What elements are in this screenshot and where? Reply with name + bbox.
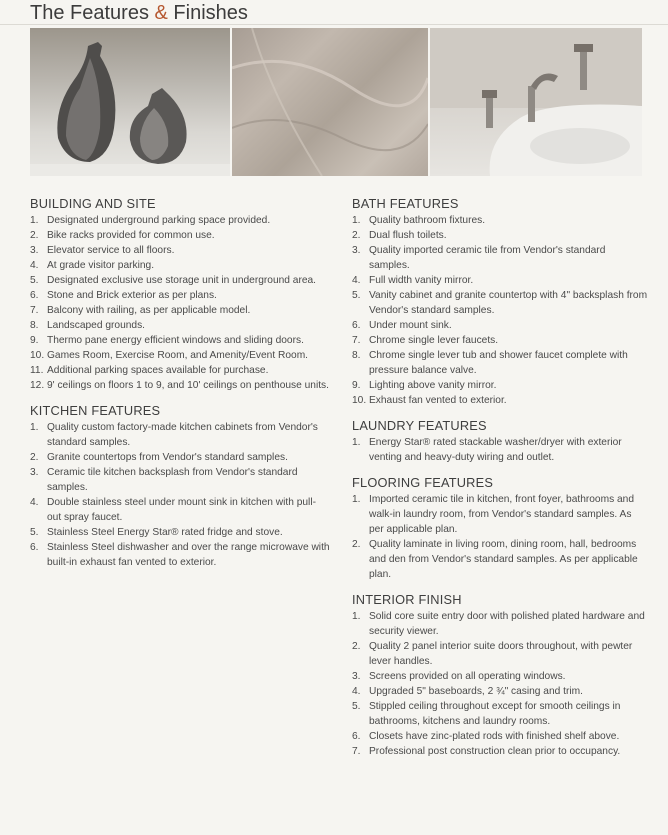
flooring-list [352, 492, 648, 582]
laundry-list [352, 435, 648, 465]
list-item: 2. Granite countertops from Vendor's standard samples. [30, 452, 288, 463]
kitchen-section-title: KITCHEN FEATURES [30, 403, 161, 418]
right-column [352, 196, 648, 769]
list-item: 1. Solid core suite entry door with polished plated hardware and security viewer. [352, 611, 645, 637]
list-item: 5. Vanity cabinet and granite countertop with 4" backsplash from Vendor's standard samples. [352, 290, 648, 316]
list-item: 5. Stainless Steel Energy Star® rated fridge and stove. [30, 527, 283, 538]
title-divider [0, 24, 668, 25]
list-item: 6. Closets have zinc-plated rods with finished shelf above. [352, 731, 620, 742]
list-item: 6. Stone and Brick exterior as per plans. [30, 290, 217, 301]
list-item: 4. Full width vanity mirror. [352, 275, 474, 286]
vases-photo [30, 28, 230, 176]
building-list [30, 213, 330, 393]
list-item: 7. Balcony with railing, as per applicable model. [30, 305, 251, 316]
list-item: 1. Quality custom factory-made kitchen cabinets from Vendor's standard samples. [30, 422, 318, 448]
list-item: 6. Under mount sink. [352, 320, 452, 331]
list-item: 3. Screens provided on all operating windows. [352, 671, 566, 682]
list-item: 6. Stainless Steel dishwasher and over the range microwave with built-in exhaust fan vented to exterior. [30, 542, 330, 568]
faucet-sink-photo [430, 28, 642, 176]
list-item: 4. At grade visitor parking. [30, 260, 155, 271]
list-item: 4. Upgraded 5" baseboards, 2 ¾" casing and trim. [352, 686, 583, 697]
list-item: 2. Quality laminate in living room, dining room, hall, bedrooms and den from Vendor's standard samples. As per applicable plan. [352, 539, 638, 580]
list-item: 2. Bike racks provided for common use. [30, 230, 215, 241]
list-item: 8. Chrome single lever tub and shower faucet complete with pressure balance valve. [352, 350, 628, 376]
list-item: 10. Exhaust fan vented to exterior. [352, 395, 507, 406]
bath-list [352, 213, 648, 408]
ampersand: & [154, 2, 168, 24]
list-item: 2. Quality 2 panel interior suite doors throughout, with pewter lever handles. [352, 641, 633, 667]
left-column [30, 196, 330, 580]
list-item: 2. Dual flush toilets. [352, 230, 447, 241]
list-item: 3. Quality imported ceramic tile from Vendor's standard samples. [352, 245, 606, 271]
granite-photo [232, 28, 428, 176]
interior-section-title: INTERIOR FINISH [352, 592, 462, 607]
list-item: 3. Ceramic tile kitchen backsplash from Vendor's standard samples. [30, 467, 298, 493]
kitchen-list [30, 420, 330, 570]
building-section-title: BUILDING AND SITE [30, 196, 156, 211]
list-item: 7. Chrome single lever faucets. [352, 335, 499, 346]
photo-banner [30, 28, 642, 176]
list-item: 9. Thermo pane energy efficient windows and sliding doors. [30, 335, 304, 346]
list-item: 1. Quality bathroom fixtures. [352, 215, 486, 226]
list-item: 1. Energy Star® rated stackable washer/dryer with exterior venting and heavy-duty wiring and outlet. [352, 437, 622, 463]
list-item: 5. Designated exclusive use storage unit in underground area. [30, 275, 317, 286]
list-item: 7. Professional post construction clean prior to occupancy. [352, 746, 621, 757]
laundry-section-title: LAUNDRY FEATURES [352, 418, 487, 433]
list-item: 10. Games Room, Exercise Room, and Amenity/Event Room. [30, 350, 309, 361]
list-item: 1. Imported ceramic tile in kitchen, front foyer, bathrooms and walk-in laundry room, from Vendor's standard samples. As per applicable plan. [352, 494, 634, 535]
list-item: 3. Elevator service to all floors. [30, 245, 175, 256]
list-item: 5. Stippled ceiling throughout except for smooth ceilings in bathrooms, kitchens and laundry rooms. [352, 701, 621, 727]
list-item: 9. Lighting above vanity mirror. [352, 380, 497, 391]
list-item: 1. Designated underground parking space provided. [30, 215, 271, 226]
bath-section-title: BATH FEATURES [352, 196, 459, 211]
page-title: The Features & Finishes [30, 2, 248, 24]
list-item: 8. Landscaped grounds. [30, 320, 145, 331]
list-item: 12. 9' ceilings on floors 1 to 9, and 10' ceilings on penthouse units. [30, 380, 329, 391]
flooring-section-title: FLOORING FEATURES [352, 475, 494, 490]
list-item: 11. Additional parking spaces available for purchase. [30, 365, 269, 376]
list-item: 4. Double stainless steel under mount sink in kitchen with pull-out spray faucet. [30, 497, 316, 523]
interior-list [352, 609, 648, 759]
